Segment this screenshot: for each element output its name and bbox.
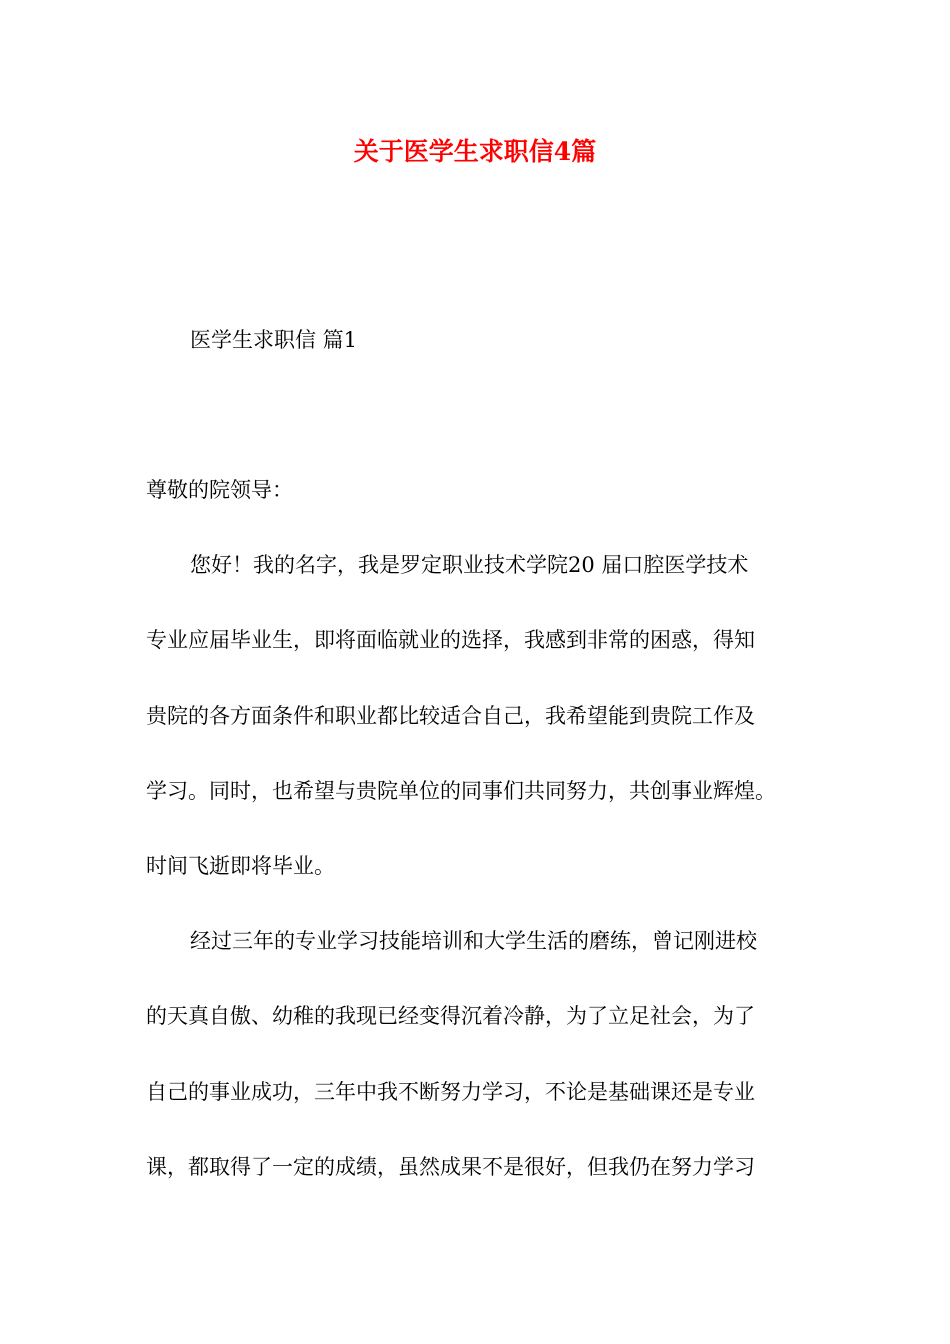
paragraph-2-line-4: 课，都取得了一定的成绩，虽然成果不是很好，但我仍在努力学习: [146, 1155, 755, 1179]
paragraph-1-line-2: 专业应届毕业生，即将面临就业的选择，我感到非常的困惑，得知: [146, 628, 755, 652]
paragraph-2-line-1: 经过三年的专业学习技能培训和大学生活的磨练，曾记刚进校: [190, 929, 757, 953]
document-title: 关于医学生求职信4篇: [353, 137, 597, 166]
paragraph-1-line-3: 贵院的各方面条件和职业都比较适合自己，我希望能到贵院工作及: [146, 704, 755, 728]
paragraph-2-line-2: 的天真自傲、幼稚的我现已经变得沉着冷静，为了立足社会，为了: [146, 1004, 755, 1028]
paragraph-1-line-4: 学习。同时，也希望与贵院单位的同事们共同努力，共创事业辉煌。: [146, 779, 776, 803]
paragraph-2-line-3: 自己的事业成功，三年中我不断努力学习，不论是基础课还是专业: [146, 1080, 755, 1104]
section-heading: 医学生求职信 篇1: [190, 328, 358, 352]
paragraph-1-line-1: 您好！我的名字，我是罗定职业技术学院20 届口腔医学技术: [190, 553, 749, 577]
paragraph-1-line-5: 时间飞逝即将毕业。: [146, 854, 335, 878]
salutation: 尊敬的院领导：: [146, 478, 293, 502]
